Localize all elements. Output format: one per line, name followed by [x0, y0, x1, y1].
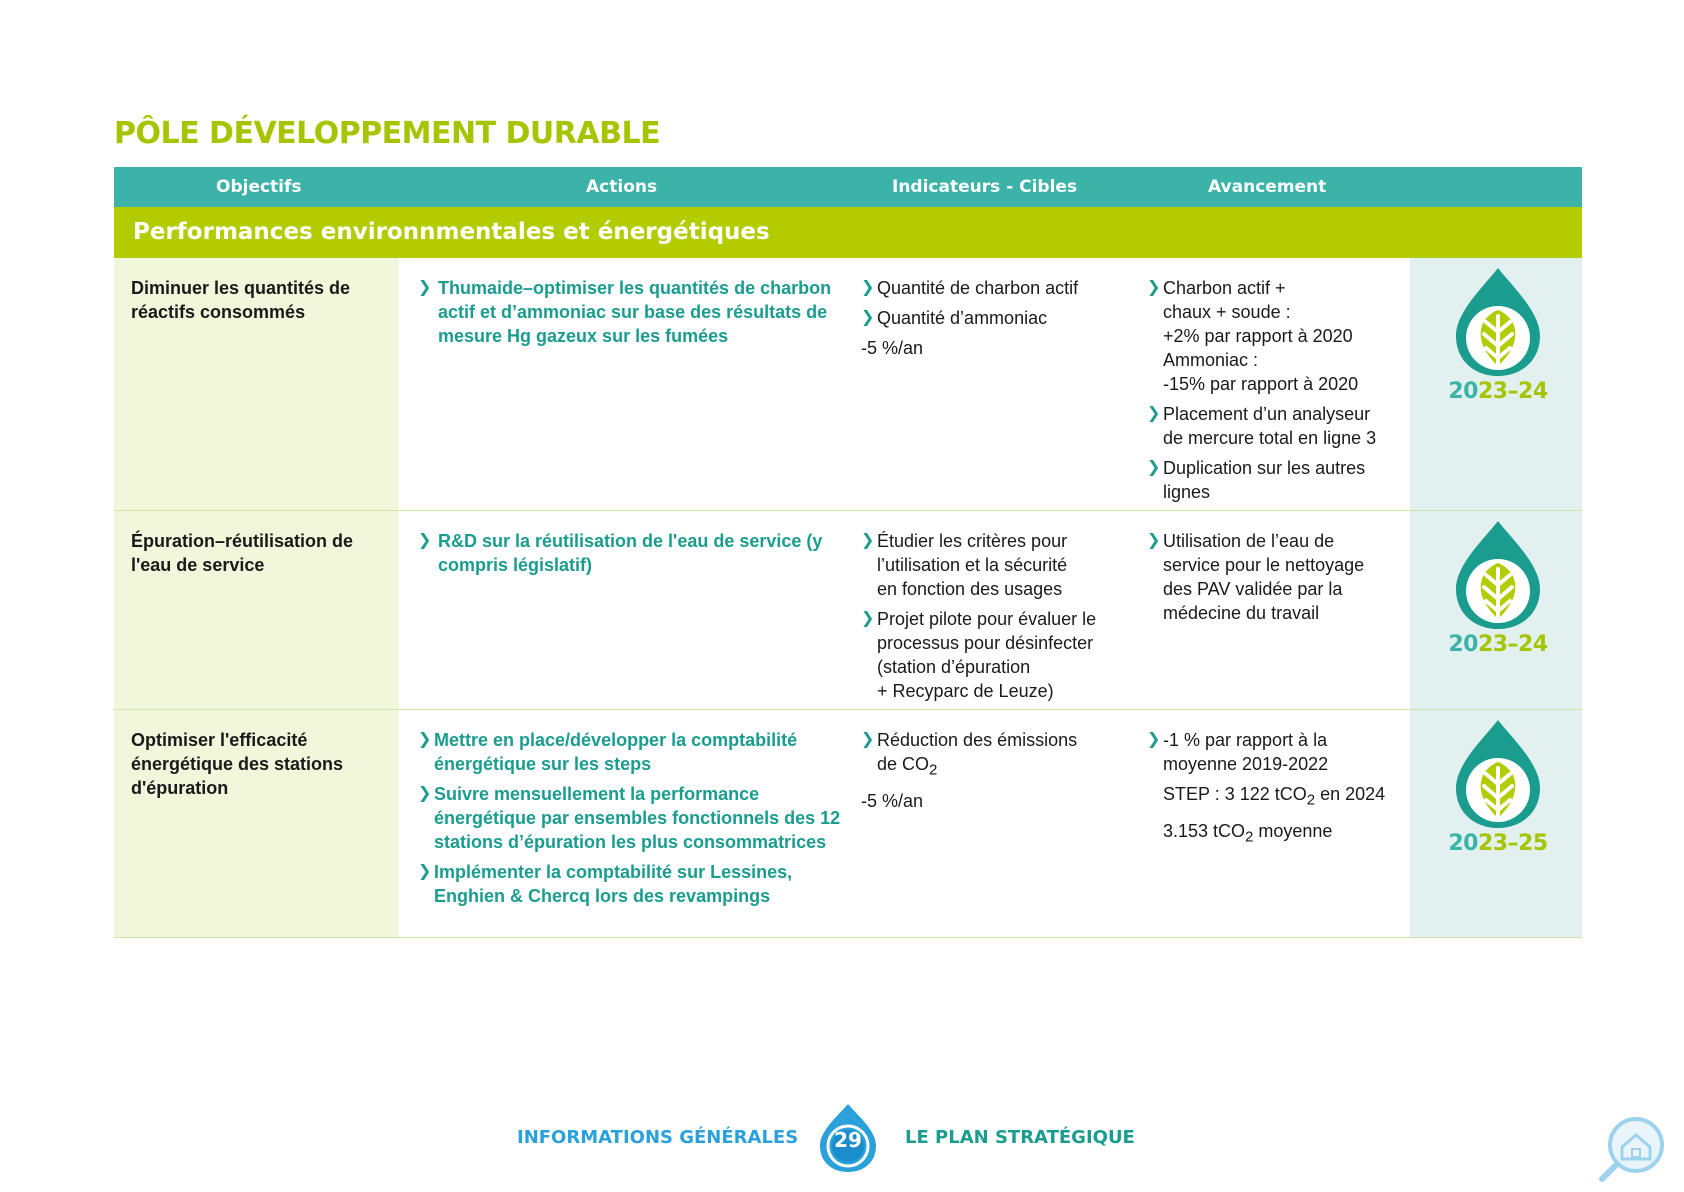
progress-line: moyenne 2019-2022: [1163, 754, 1329, 774]
chevron-right-icon: ❯: [1147, 532, 1161, 549]
progress-average: 3.153 tCO$_2$ moyenne: [1163, 820, 1333, 846]
chevron-right-icon: ❯: [1147, 279, 1161, 296]
chevron-right-icon: ❯: [1147, 405, 1161, 422]
leaf-drop-icon: [1452, 266, 1544, 378]
indicators-cell: [855, 710, 1141, 937]
action-text: Suivre mensuellement la performance énergétique par ensembles fonctionnels des 12 stations d’épuration les plus consommatrices: [434, 784, 841, 852]
period-badge: [1448, 266, 1548, 404]
objective-cell: [114, 710, 399, 937]
action-item: [418, 728, 843, 776]
objective-line: énergétique des stations: [131, 754, 344, 774]
chevron-right-icon: ❯: [861, 532, 875, 549]
leaf-drop-icon: [1452, 718, 1544, 830]
progress-line: Ammoniac :: [1163, 350, 1259, 370]
header-indicateurs: Indicateurs - Cibles: [892, 177, 1078, 197]
table-header: [114, 167, 1582, 207]
indicator-line: en fonction des usages: [877, 579, 1063, 599]
page-title: PÔLE DÉVELOPPEMENT DURABLE: [114, 116, 661, 151]
badge-cell: [1410, 710, 1582, 937]
indicator-line: Étudier les critères pour: [877, 531, 1068, 551]
chevron-right-icon: ❯: [418, 279, 432, 296]
section-title: Performances environnmentales et énergétiques: [114, 207, 1582, 258]
strategy-table: [114, 167, 1582, 938]
progress-line: Charbon actif +: [1163, 278, 1286, 298]
progress-line: -15% par rapport à 2020: [1163, 374, 1359, 394]
progress-line: -1 % par rapport à la: [1163, 730, 1328, 750]
chevron-right-icon: ❯: [861, 731, 875, 748]
badge-cell: [1410, 258, 1582, 510]
period-badge: [1448, 519, 1548, 657]
progress-item: [1147, 402, 1404, 450]
chevron-right-icon: ❯: [861, 279, 875, 296]
indicator-item: [861, 728, 1135, 783]
progress-cell: [1141, 511, 1410, 709]
objective-line: l'eau de service: [131, 555, 265, 575]
progress-line: Placement d’un analyseur: [1163, 404, 1371, 424]
indicator-target: -5 %/an: [861, 338, 924, 358]
period-year: 2023–25: [1448, 831, 1548, 856]
chevron-right-icon: ❯: [1147, 459, 1161, 476]
action-item: [418, 860, 843, 908]
chevron-right-icon: ❯: [418, 785, 432, 802]
badge-cell: [1410, 511, 1582, 709]
progress-item: [1147, 276, 1404, 396]
indicator-text: Quantité de charbon actif: [877, 278, 1079, 298]
home-search-icon[interactable]: [1594, 1111, 1670, 1187]
indicator-line: de $CO_2$: [877, 754, 938, 779]
progress-line: +2% par rapport à 2020: [1163, 326, 1353, 346]
action-text: R&D sur la réutilisation de l'eau de service (y compris législatif): [438, 531, 823, 575]
period-year: 2023–24: [1448, 632, 1548, 657]
indicator-item: [861, 607, 1135, 703]
progress-line: de mercure total en ligne 3: [1163, 428, 1377, 448]
progress-item: [1147, 529, 1404, 625]
progress-line: chaux + soude :: [1163, 302, 1291, 322]
footer-link-plan-strategique[interactable]: LE PLAN STRATÉGIQUE: [905, 1127, 1135, 1148]
indicator-item: [861, 306, 1135, 330]
page-number: 29: [834, 1128, 862, 1152]
objective-cell: [114, 511, 399, 709]
progress-line: médecine du travail: [1163, 603, 1320, 623]
indicator-line: Projet pilote pour évaluer le: [877, 609, 1097, 629]
actions-cell: [399, 258, 855, 510]
indicator-line: (station d’épuration: [877, 657, 1031, 677]
indicator-line: processus pour désinfecter: [877, 633, 1094, 653]
objective-line: d'épuration: [131, 778, 229, 798]
chevron-right-icon: ❯: [861, 309, 875, 326]
indicator-item: [861, 276, 1135, 300]
objective-cell: [114, 258, 399, 510]
period-badge: [1448, 718, 1548, 856]
indicators-cell: [855, 511, 1141, 709]
objective-line: Diminuer les quantités de: [131, 278, 351, 298]
progress-line: service pour le nettoyage: [1163, 555, 1365, 575]
chevron-right-icon: ❯: [1147, 731, 1161, 748]
progress-line: lignes: [1163, 482, 1211, 502]
indicators-cell: [855, 258, 1141, 510]
progress-cell: [1141, 710, 1410, 937]
progress-cell: [1141, 258, 1410, 510]
action-item: [418, 276, 843, 348]
action-text: Implémenter la comptabilité sur Lessines, Enghien & Chercq lors des revampings: [434, 862, 793, 906]
progress-step: STEP : 3 122 tCO$_2$ en 2024: [1163, 784, 1386, 809]
objective-line: réactifs consommés: [131, 302, 306, 322]
indicator-line: + Recyparc de Leuze): [877, 681, 1054, 701]
progress-item: [1147, 728, 1404, 776]
indicator-target: -5 %/an: [861, 790, 924, 811]
chevron-right-icon: ❯: [418, 863, 432, 880]
indicator-line: Réduction des émissions: [877, 730, 1078, 750]
indicator-text: Quantité d’ammoniac: [877, 308, 1048, 328]
chevron-right-icon: ❯: [418, 532, 432, 549]
progress-line: des PAV validée par la: [1163, 579, 1343, 599]
indicator-item: [861, 529, 1135, 601]
table-row: [114, 511, 1582, 710]
leaf-drop-icon: [1452, 519, 1544, 631]
table-row: [114, 710, 1582, 938]
action-item: [418, 529, 843, 577]
action-text: Mettre en place/développer la comptabilité énergétique sur les steps: [434, 730, 798, 774]
header-avancement: Avancement: [1208, 177, 1327, 197]
progress-item: [1147, 456, 1404, 504]
chevron-right-icon: ❯: [418, 731, 432, 748]
action-item: [418, 782, 843, 854]
progress-line: Duplication sur les autres: [1163, 458, 1366, 478]
header-objectifs: Objectifs: [216, 177, 302, 197]
objective-line: Optimiser l'efficacité: [131, 730, 308, 750]
action-text: Thumaide–optimiser les quantités de charbon actif et d’ammoniac sur base des résultats de mesure Hg gazeux sur les fumées: [438, 278, 832, 346]
indicator-line: l’utilisation et la sécurité: [877, 555, 1068, 575]
footer-link-informations-generales[interactable]: INFORMATIONS GÉNÉRALES: [517, 1127, 799, 1148]
period-year: 2023–24: [1448, 379, 1548, 404]
chevron-right-icon: ❯: [861, 610, 875, 627]
progress-line: Utilisation de l’eau de: [1163, 531, 1335, 551]
table-row: [114, 258, 1582, 511]
objective-line: Épuration–réutilisation de: [131, 531, 354, 551]
actions-cell: [399, 710, 855, 937]
page-number-badge: [810, 1100, 886, 1176]
actions-cell: [399, 511, 855, 709]
header-actions: Actions: [586, 177, 658, 197]
